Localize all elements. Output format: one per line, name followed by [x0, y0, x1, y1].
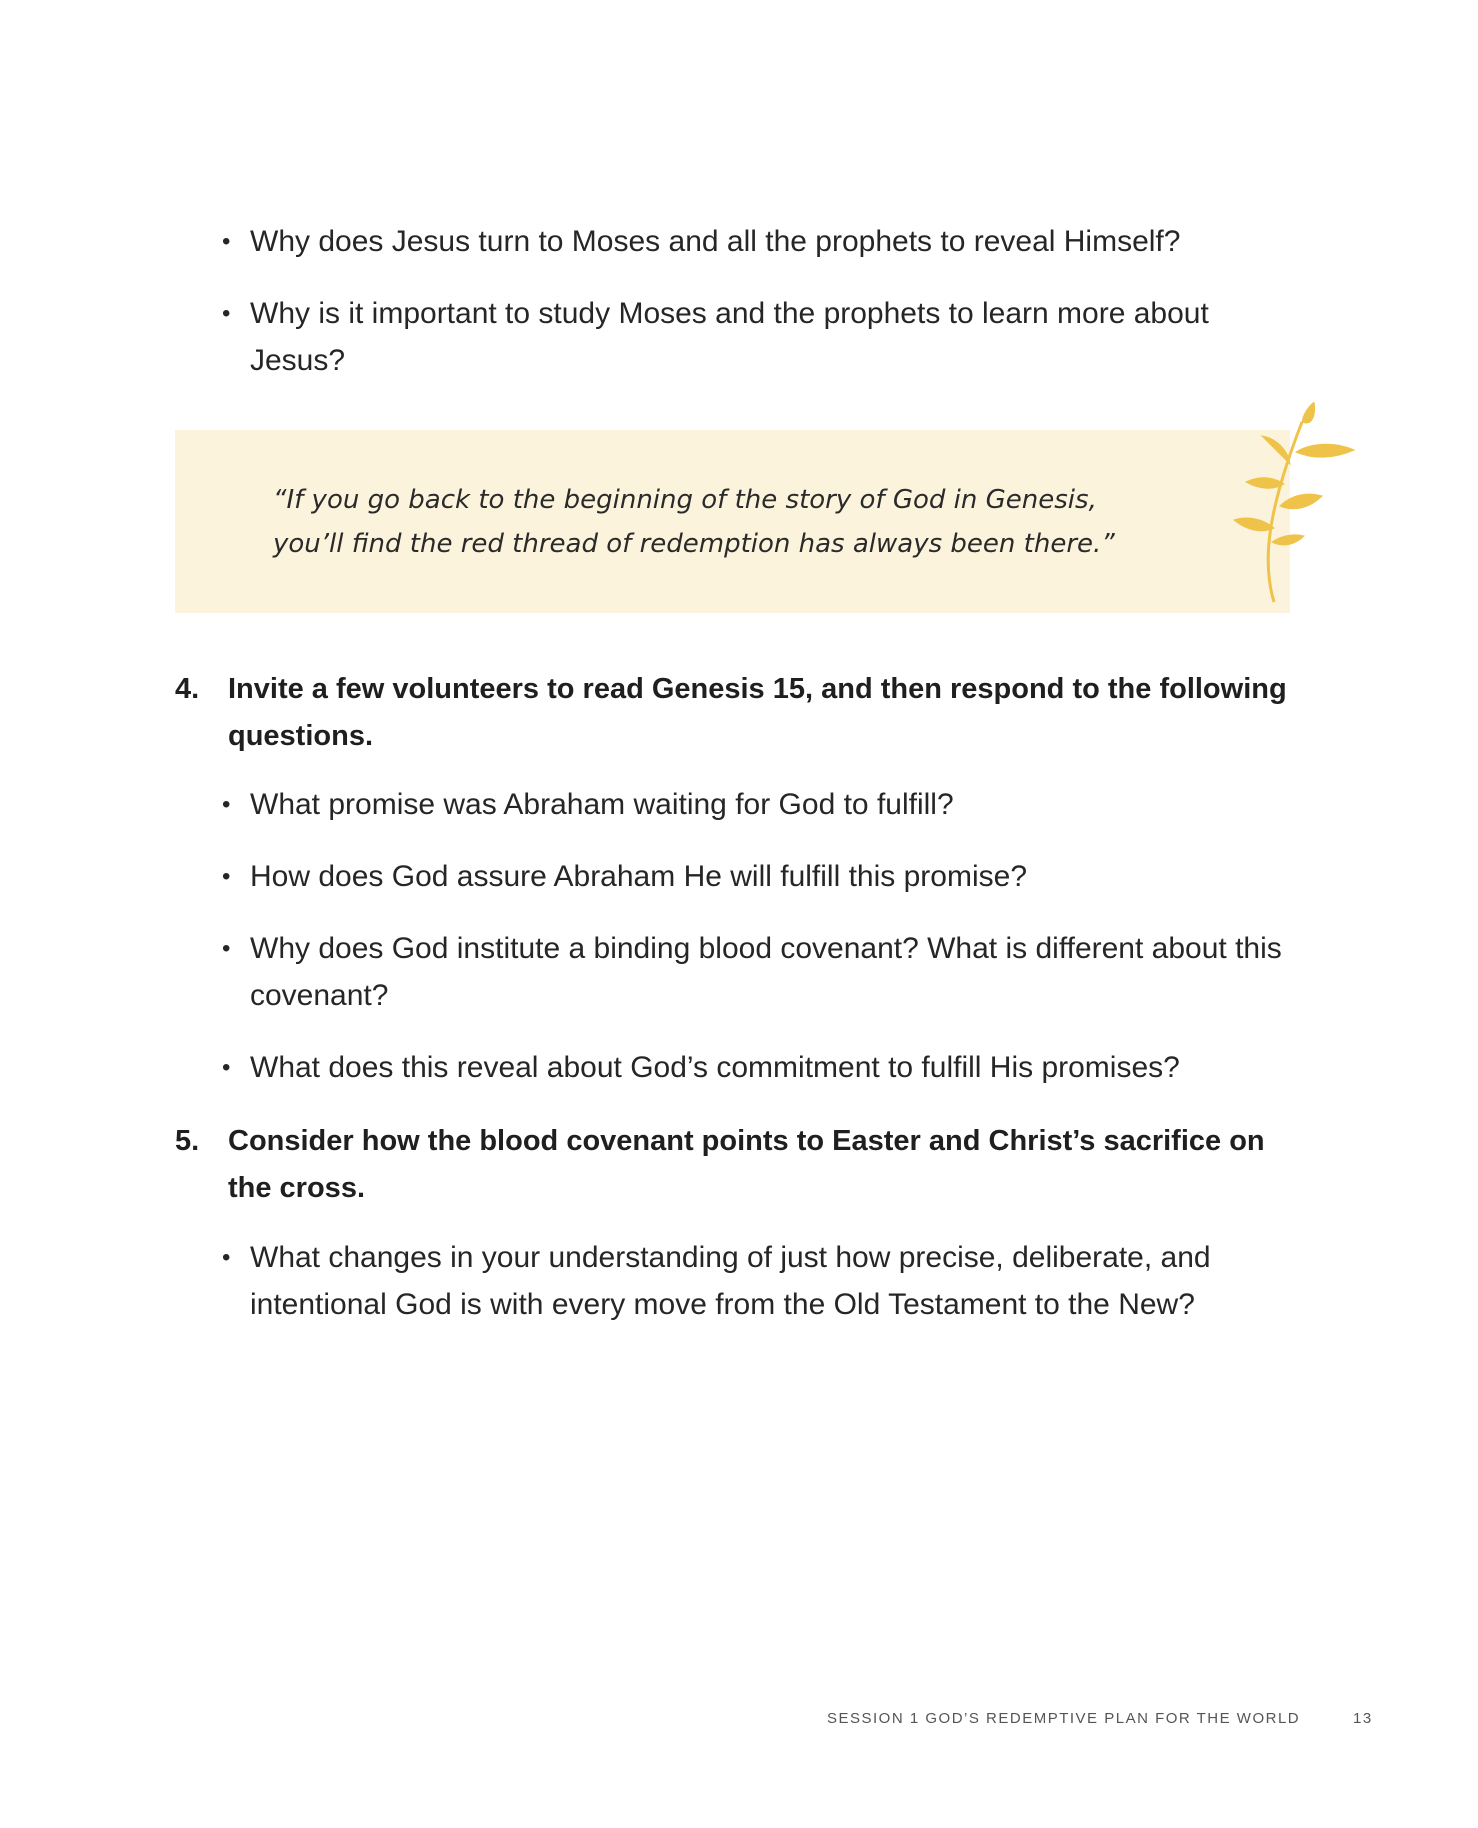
top-question-list [222, 218, 1302, 409]
bullet-icon: • [222, 228, 231, 255]
list-item [222, 853, 1302, 900]
step-number: 5. [175, 1125, 200, 1157]
bullet-icon: • [222, 863, 231, 890]
question-text: Why is it important to study Moses and the prophets to learn more about Jesus? [250, 297, 1209, 377]
step-number: 4. [175, 673, 200, 705]
pull-quote-box [175, 430, 1290, 613]
pull-quote-text: “If you go back to the beginning of the story of God in Genesis, you’ll find the red thread of redemption has always been there.” [273, 485, 1115, 559]
list-item [222, 781, 1302, 828]
list-item [222, 290, 1302, 384]
step-4-question-list [222, 781, 1302, 1116]
question-text: How does God assure Abraham He will fulfill this promise? [250, 860, 1027, 893]
bullet-icon: • [222, 1054, 231, 1081]
bullet-icon: • [222, 300, 231, 327]
list-item [222, 1234, 1302, 1328]
bullet-icon: • [222, 1244, 231, 1271]
step-5-question-list [222, 1234, 1302, 1353]
step-text: Consider how the blood covenant points to Easter and Christ’s sacrifice on the cross. [228, 1125, 1265, 1204]
leaf-sprig-icon [1232, 402, 1357, 607]
footer-session-title: SESSION 1 GOD’S REDEMPTIVE PLAN FOR THE WORLD [827, 1710, 1301, 1727]
question-text: What promise was Abraham waiting for God to fulfill? [250, 788, 954, 821]
list-item [222, 1044, 1302, 1091]
question-text: Why does God institute a binding blood covenant? What is different about this covenant? [250, 932, 1282, 1012]
question-text: What does this reveal about God’s commitment to fulfill His promises? [250, 1051, 1180, 1084]
step-text: Invite a few volunteers to read Genesis 15, and then respond to the following questions. [228, 673, 1287, 752]
page-number: 13 [1353, 1710, 1373, 1727]
list-item [222, 218, 1302, 265]
list-item [222, 925, 1302, 1019]
bullet-icon: • [222, 791, 231, 818]
step-4-heading [175, 666, 1300, 760]
question-text: What changes in your understanding of just how precise, deliberate, and intentional God is with every move from the Old Testament to the New? [250, 1241, 1211, 1321]
bullet-icon: • [222, 935, 231, 962]
question-text: Why does Jesus turn to Moses and all the prophets to reveal Himself? [250, 225, 1181, 258]
step-5-heading [175, 1118, 1300, 1212]
